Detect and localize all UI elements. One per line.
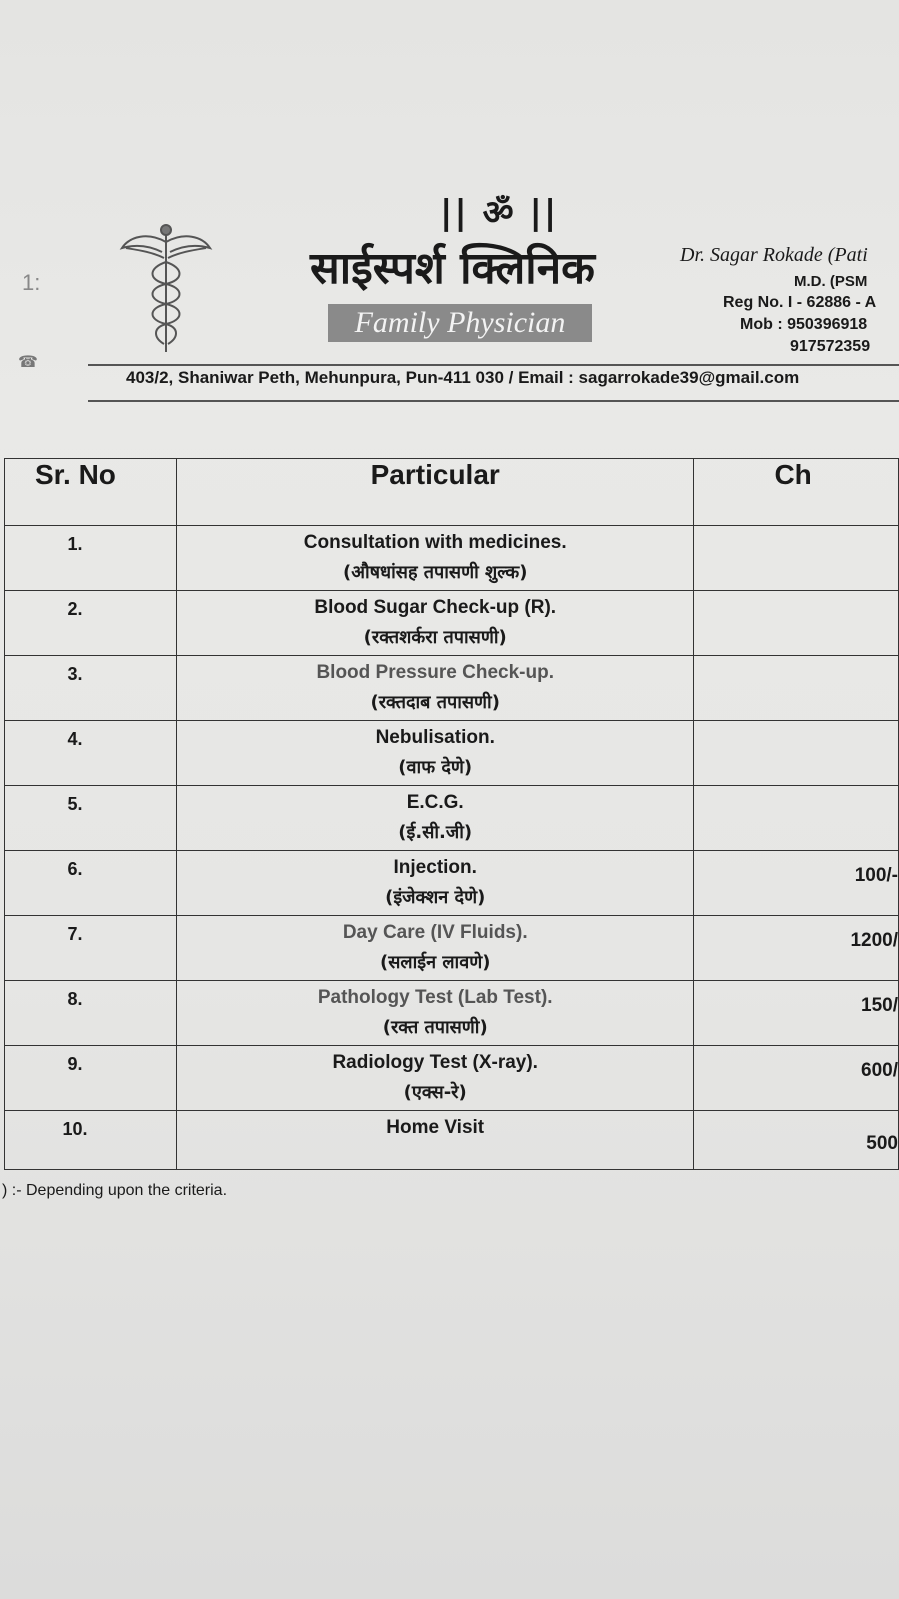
- column-header-charges: Ch: [694, 459, 899, 526]
- header-divider-top: [88, 364, 899, 366]
- row-particular-marathi: (रक्त तपासणी): [382, 1017, 488, 1038]
- registration-number: Reg No. I - 62886 - A: [723, 294, 877, 311]
- row-charge: 150/: [861, 995, 898, 1016]
- column-header-particular: Particular: [176, 459, 693, 526]
- table-row: [5, 656, 899, 721]
- row-charge: [694, 721, 898, 735]
- row-particular-english: Radiology Test (X-ray).: [332, 1052, 538, 1073]
- mobile-number: Mob : 950396918: [740, 316, 868, 333]
- row-particular-english: Pathology Test (Lab Test).: [317, 987, 553, 1008]
- row-particular-marathi: (औषधांसह तपासणी शुल्क): [343, 562, 528, 583]
- row-particular-marathi: (रक्तशर्करा तपासणी): [363, 627, 507, 648]
- doctor-degree: M.D. (PSM: [794, 273, 868, 290]
- header-divider-bottom: [88, 400, 899, 402]
- footnote: ) :- Depending upon the criteria.: [2, 1182, 228, 1199]
- table-row: [5, 591, 899, 656]
- table-row: [5, 526, 899, 591]
- clinic-name: साईस्पर्श क्लिनिक: [310, 243, 595, 294]
- tagline-banner: Family Physician: [328, 304, 592, 342]
- row-serial: 5.: [67, 794, 83, 814]
- table-row: [5, 1046, 899, 1111]
- phone-icon: ☎: [18, 354, 38, 371]
- caduceus-logo-icon: [118, 222, 214, 356]
- row-charge: 1200/: [850, 930, 898, 951]
- row-serial: 7.: [67, 924, 83, 944]
- charges-table: [4, 458, 899, 1170]
- row-particular-marathi: (रक्तदाब तपासणी): [370, 692, 500, 713]
- row-particular-english: Home Visit: [386, 1117, 485, 1138]
- row-particular-marathi: (ई.सी.जी): [398, 822, 473, 843]
- row-particular-english: E.C.G.: [406, 792, 464, 813]
- row-particular-english: Injection.: [393, 857, 477, 878]
- row-charge: [694, 786, 898, 800]
- row-particular-marathi: (वाफ देणे): [398, 757, 473, 778]
- row-particular-marathi: (इंजेक्शन देणे): [385, 887, 486, 908]
- om-symbol: || ॐ ||: [440, 193, 559, 233]
- row-serial: 4.: [67, 729, 83, 749]
- row-particular-english: Nebulisation.: [375, 727, 495, 748]
- row-charge: 600/: [861, 1060, 898, 1081]
- side-mark: 1:: [22, 270, 41, 295]
- mobile-number-2: 917572359: [790, 338, 871, 355]
- row-charge: 100/-: [854, 865, 898, 886]
- row-serial: 2.: [67, 599, 83, 619]
- row-particular-english: Consultation with medicines.: [303, 532, 567, 553]
- row-serial: 10.: [62, 1119, 88, 1139]
- row-particular-english: Day Care (IV Fluids).: [342, 922, 528, 943]
- row-charge: [694, 591, 898, 605]
- address-line: 403/2, Shaniwar Peth, Mehunpura, Pun-411 030 / Email : sagarrokade39@gmail.com: [126, 368, 800, 387]
- row-particular-english: Blood Pressure Check-up.: [316, 662, 554, 683]
- table-row: [5, 981, 899, 1046]
- row-charge: [694, 526, 898, 540]
- row-charge: [694, 656, 898, 670]
- row-particular-marathi: (एक्स-रे): [403, 1082, 467, 1103]
- table-row: [5, 916, 899, 981]
- row-serial: 9.: [67, 1054, 83, 1074]
- row-serial: 8.: [67, 989, 83, 1009]
- table-header-row: [5, 459, 899, 526]
- doctor-name: Dr. Sagar Rokade (Pati: [680, 244, 868, 266]
- row-particular-marathi: (सलाईन लावणे): [379, 952, 491, 973]
- table-row: [5, 851, 899, 916]
- table-row: [5, 786, 899, 851]
- table-row: [5, 721, 899, 786]
- row-serial: 1.: [67, 534, 83, 554]
- row-particular-english: Blood Sugar Check-up (R).: [314, 597, 557, 618]
- row-serial: 3.: [67, 664, 83, 684]
- column-header-sr-no: Sr. No: [5, 459, 177, 526]
- row-charge: 500: [866, 1133, 898, 1154]
- row-serial: 6.: [67, 859, 83, 879]
- table-row: [5, 1111, 899, 1170]
